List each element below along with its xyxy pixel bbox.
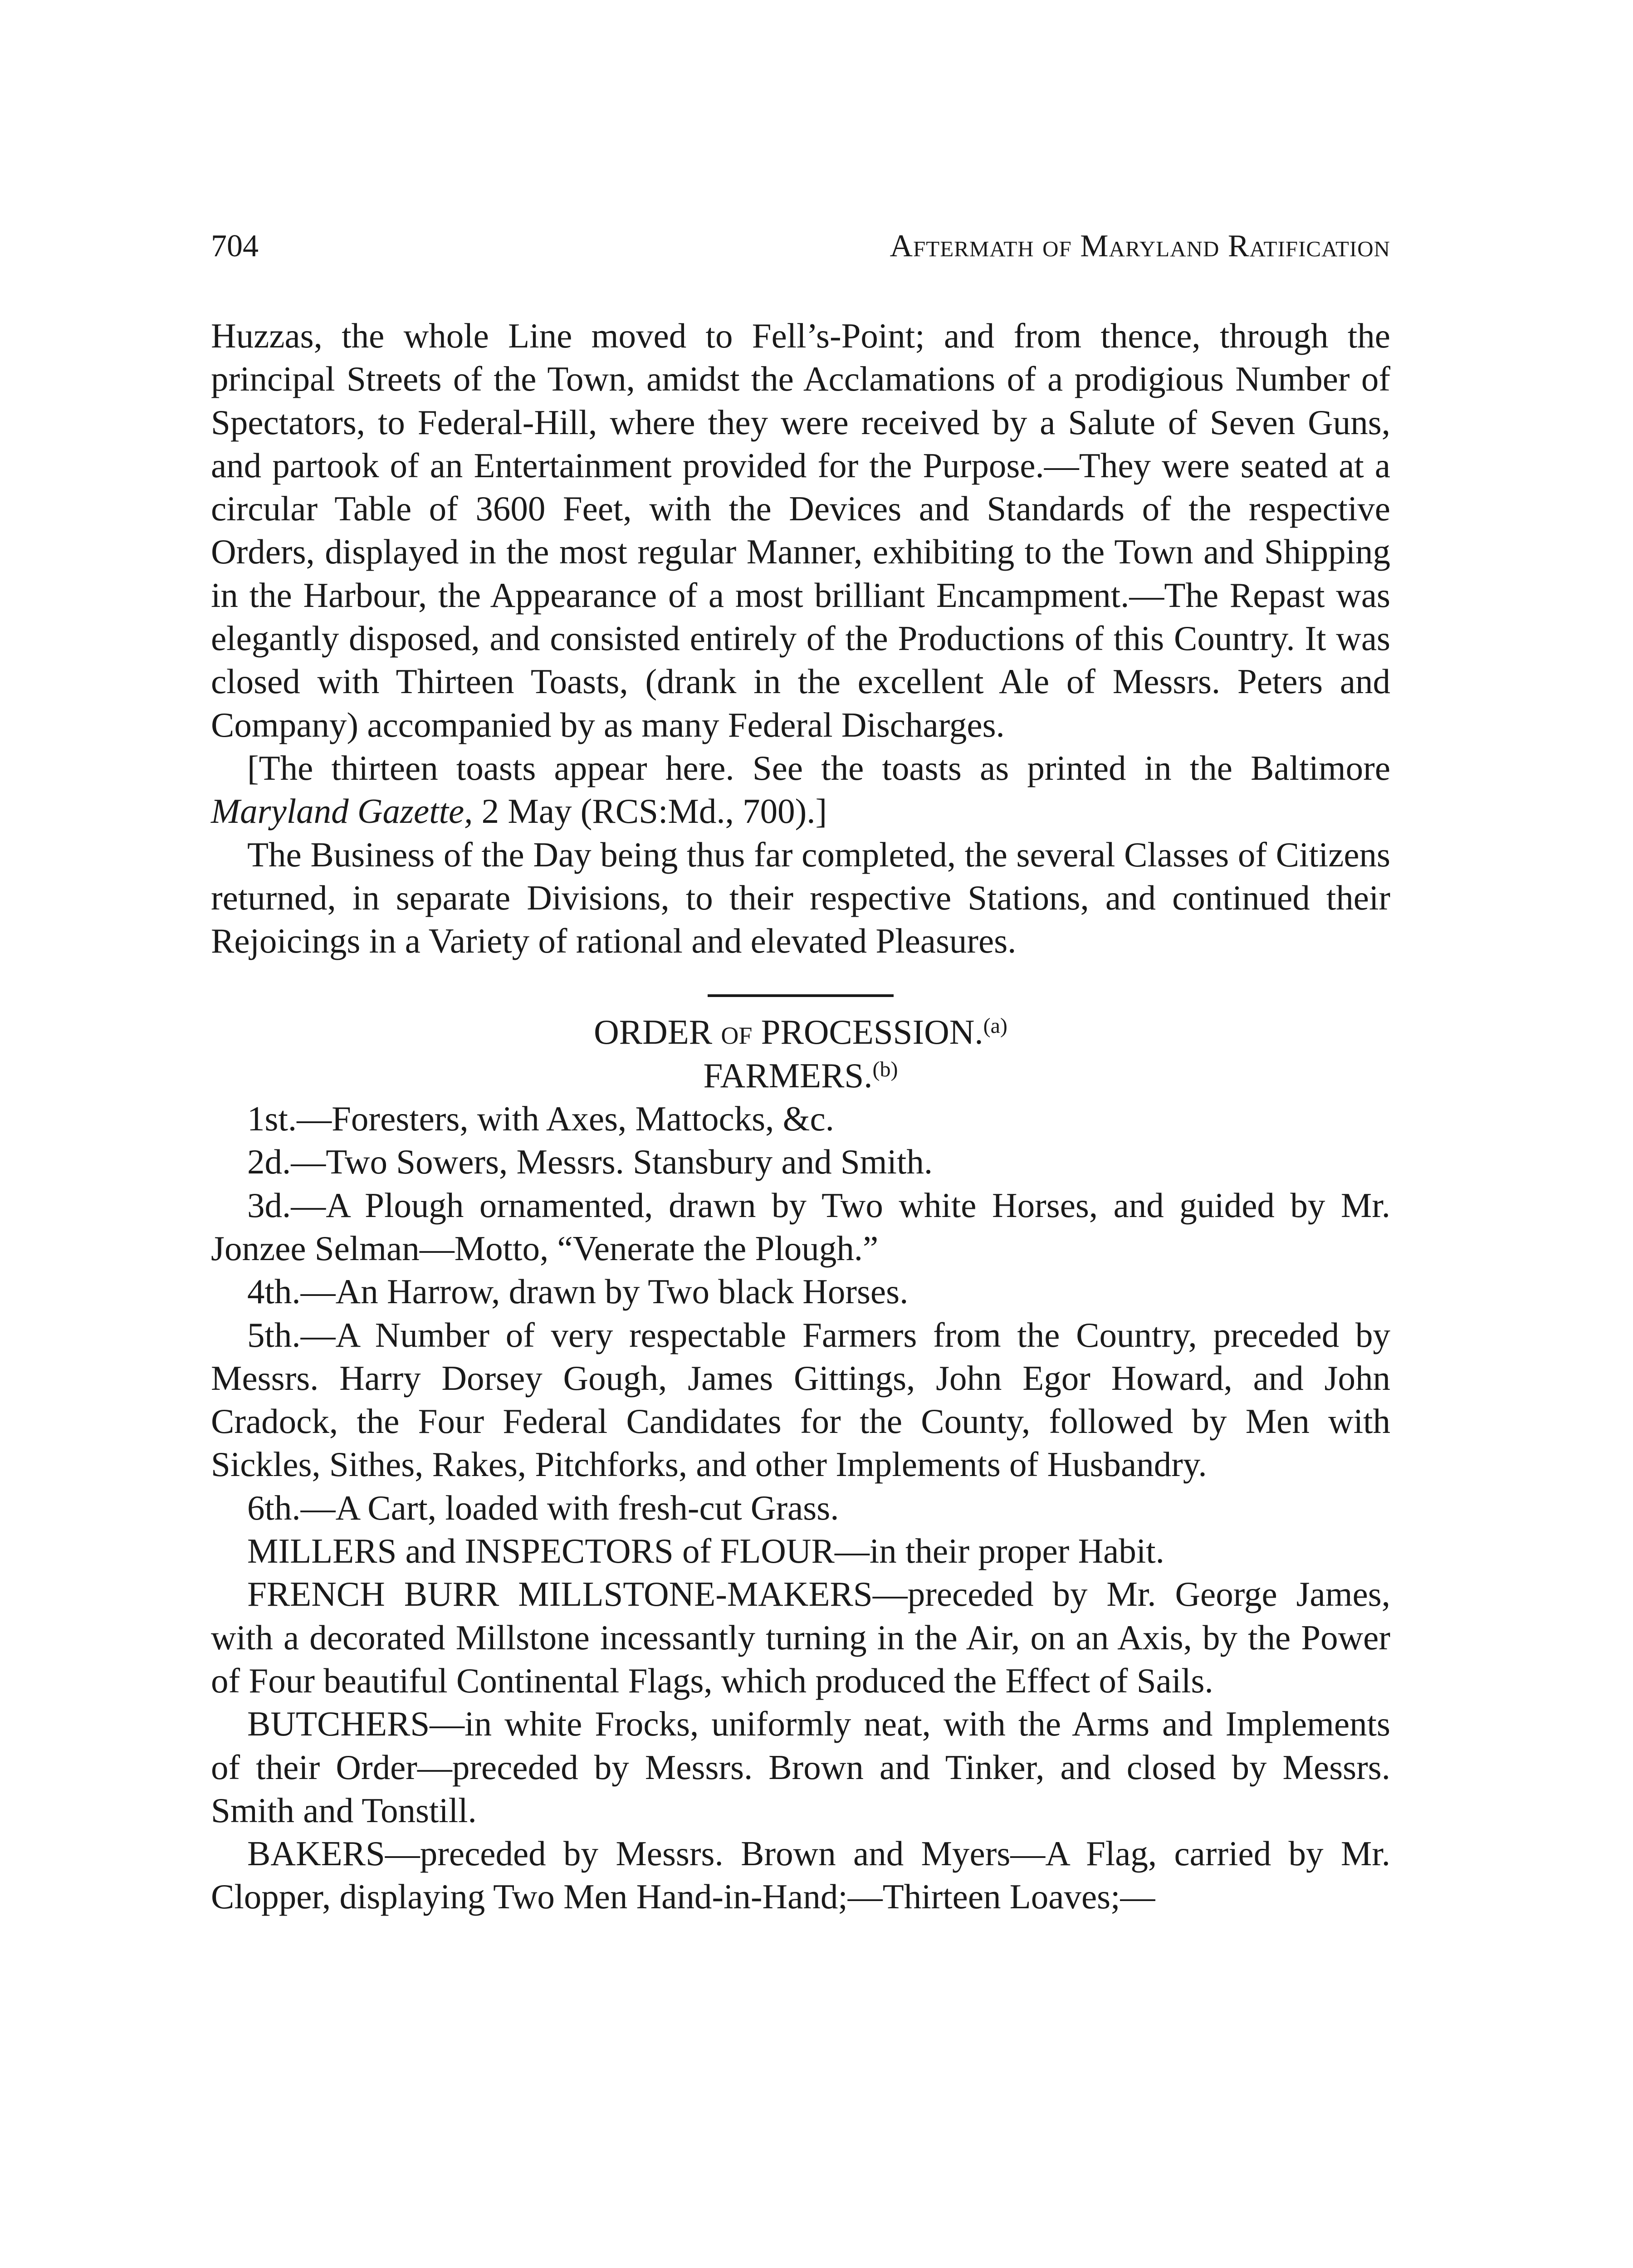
toasts-note-text-a: [The thirteen toasts appear here. See the toasts as printed in the Baltimore — [247, 748, 1390, 787]
footnote-marker-a: (a) — [983, 1014, 1007, 1038]
toasts-note-text-b: 2 May (RCS:Md., 700).] — [473, 792, 827, 831]
farmers-heading-text: FARMERS. — [703, 1056, 873, 1095]
newspaper-title: Maryland Gazette, — [211, 792, 473, 831]
paragraph-continuation: Huzzas, the whole Line moved to Fell’s-Point; and from thence, through the principal Streets of the Town, amidst the Acclamations of a prodigious Number of Spectators, to Federal-Hill, where they were received by a Salute of Seven Guns, and partook of an Entertainment provided for the Purpose.—They were seated at a circular Table of 3600 Feet, with the Devices and Standards of the respective Orders, displayed in the most regular Manner, exhibiting to the Town and Shipping in the Harbour, the Appearance of a most brilliant Encampment.—The Repast was elegantly disposed, and consisted entirely of the Productions of this Country. It was closed with Thirteen Toasts, (drank in the excellent Ale of Messrs. Peters and Company) accompanied by as many Federal Discharges. — [211, 316, 1390, 744]
section-divider — [708, 994, 894, 997]
bakers-entry: BAKERS—preceded by Messrs. Brown and Myers—A Flag, carried by Mr. Clopper, displaying Two Men Hand-in-Hand;—Thirteen Loaves;— — [211, 1834, 1390, 1916]
procession-item-2: 2d.—Two Sowers, Messrs. Stansbury and Smith. — [247, 1142, 933, 1182]
paragraph-toasts-note — [211, 747, 1390, 833]
millers-entry: MILLERS and INSPECTORS of FLOUR—in their proper Habit. — [247, 1531, 1164, 1571]
document-page — [211, 0, 1390, 2268]
procession-heading-part-a: ORDER — [594, 1012, 721, 1052]
procession-item-6: 6th.—A Cart, loaded with fresh-cut Grass. — [247, 1488, 839, 1527]
procession-item-5: 5th.—A Number of very respectable Farmers from the Country, preceded by Messrs. Harry Dorsey Gough, James Gittings, John Egor Howard, and John Cradock, the Four Federal Candidates for the County, followed by Men with Sickles, Sithes, Rakes, Pitchforks, and other Implements of Husbandry. — [211, 1315, 1390, 1484]
farmers-heading — [211, 1054, 1390, 1097]
procession-heading — [211, 1011, 1390, 1054]
paragraph-business-of-day: The Business of the Day being thus far completed, the several Classes of Citizens returned, in separate Divisions, to their respective Stations, and continued their Rejoicings in a Variety of rational and elevated Pleasures. — [211, 835, 1390, 961]
procession-item-1: 1st.—Foresters, with Axes, Mattocks, &c. — [247, 1099, 834, 1139]
running-title: Aftermath of Maryland Ratification — [890, 229, 1390, 264]
footnote-marker-b: (b) — [872, 1057, 898, 1081]
procession-item-3: 3d.—A Plough ornamented, drawn by Two white Horses, and guided by Mr. Jonzee Selman—Motto, “Venerate the Plough.” — [211, 1185, 1390, 1268]
body-text — [211, 314, 1390, 1919]
butchers-entry: BUTCHERS—in white Frocks, uniformly neat, with the Arms and Implements of their Order—preceded by Messrs. Brown and Tinker, and closed by Messrs. Smith and Tonstill. — [211, 1704, 1390, 1830]
procession-item-4: 4th.—An Harrow, drawn by Two black Horses. — [247, 1272, 909, 1311]
procession-heading-part-b: PROCESSION. — [752, 1012, 983, 1052]
millstone-makers-entry: FRENCH BURR MILLSTONE-MAKERS—preceded by Mr. George James, with a decorated Millstone incessantly turning in the Air, on an Axis, by the Power of Four beautiful Continental Flags, which produced the Effect of Sails. — [211, 1574, 1390, 1700]
procession-heading-of: of — [721, 1012, 753, 1052]
page-number: 704 — [211, 229, 259, 264]
running-head — [211, 226, 1390, 267]
